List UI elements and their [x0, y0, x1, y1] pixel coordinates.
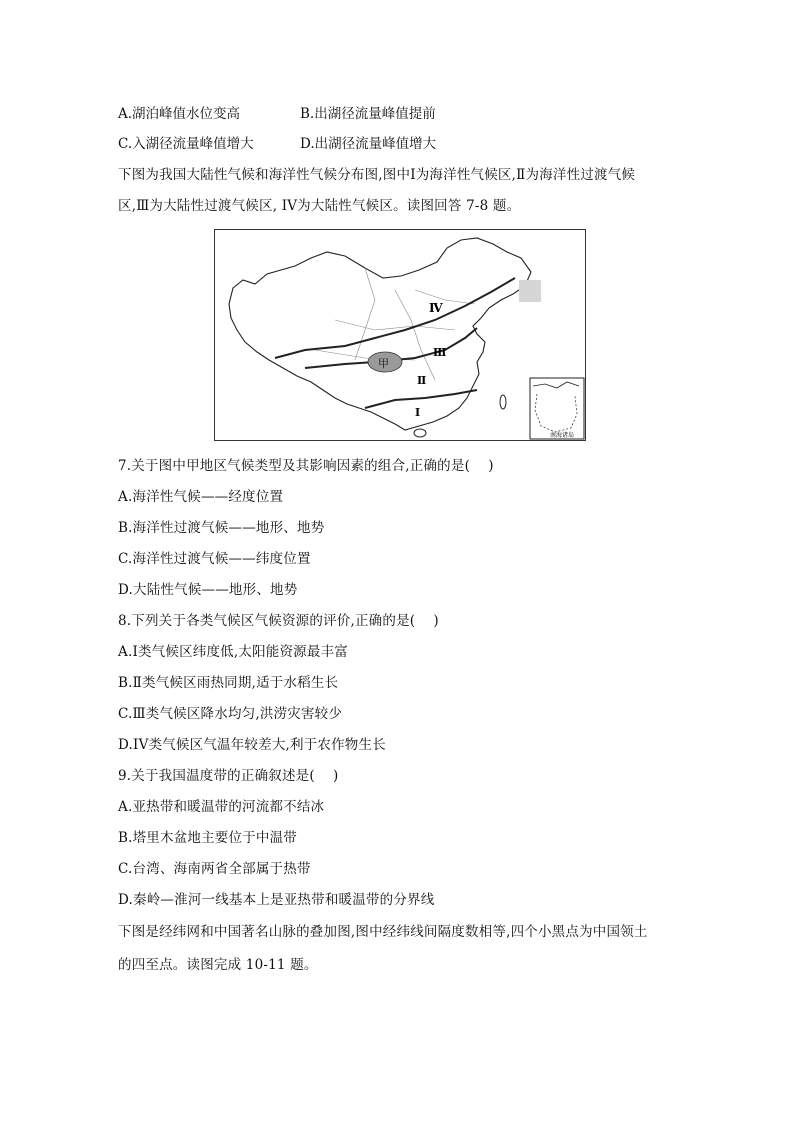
q9-option-d: D.秦岭—淮河一线基本上是亚热带和暖温带的分界线: [118, 892, 435, 908]
boundary-ii-i: [365, 390, 477, 408]
q6-option-a: A.湖泊峰值水位变高: [118, 106, 241, 122]
china-map-svg: [215, 230, 585, 440]
q6-option-c: C.入湖径流量峰值增大: [118, 136, 254, 152]
taiwan-island: [500, 395, 506, 409]
label-region-iv: Ⅳ: [429, 301, 443, 315]
south-sea-inset: [530, 378, 584, 439]
q9-option-c: C.台湾、海南两省全部属于热带: [118, 861, 311, 877]
q7-option-d: D.大陆性气候——地形、地势: [118, 582, 298, 598]
q9-option-b: B.塔里木盆地主要位于中温带: [118, 830, 298, 846]
intro-7-8-line-2: 区,Ⅲ为大陆性过渡气候区, IV为大陆性气候区。读图回答 7-8 题。: [118, 198, 521, 214]
q6-option-d: D.出湖径流量峰值增大: [300, 136, 437, 152]
q8-option-b: B.Ⅱ类气候区雨热同期,适于水稻生长: [118, 675, 339, 691]
q7-stem: 7.关于图中甲地区气候类型及其影响因素的组合,正确的是( ): [118, 458, 494, 474]
intro-10-11-line-1: 下图是经纬网和中国著名山脉的叠加图,图中经纬线间隔度数相等,四个小黑点为中国领土: [118, 924, 648, 940]
hainan-island: [414, 429, 426, 437]
q8-option-c: C.Ⅲ类气候区降水均匀,洪涝灾害较少: [118, 706, 343, 722]
q9-option-a: A.亚热带和暖温带的河流都不结冰: [118, 799, 325, 815]
q8-option-a: A.Ⅰ类气候区纬度低,太阳能资源最丰富: [118, 644, 348, 660]
label-jia: 甲: [378, 357, 389, 370]
intro-7-8-line-1: 下图为我国大陆性气候和海洋性气候分布图,图中Ⅰ为海洋性气候区,Ⅱ为海洋性过渡气候: [118, 167, 636, 183]
label-region-ii: Ⅱ: [417, 374, 427, 387]
q8-option-d: D.IV类气候区气温年较差大,利于农作物生长: [118, 737, 386, 753]
climate-region-map: [214, 229, 586, 441]
q7-option-b: B.海洋性过渡气候——地形、地势: [118, 520, 325, 536]
q6-options-row-1: [118, 104, 436, 124]
q6-option-b: B.出湖径流量峰值提前: [300, 106, 436, 122]
label-region-i: Ⅰ: [415, 406, 421, 419]
q7-option-a: A.海洋性气候——经度位置: [118, 489, 284, 505]
q9-stem: 9.关于我国温度带的正确叙述是( ): [118, 768, 339, 784]
inset-caption: 南海诸岛: [550, 432, 575, 439]
intro-10-11-line-2: 的四至点。读图完成 10-11 题。: [118, 957, 318, 973]
china-outline: [229, 238, 531, 430]
northeast-blur: [519, 280, 541, 302]
q6-options-row-2: [118, 134, 437, 154]
q7-option-c: C.海洋性过渡气候——纬度位置: [118, 551, 311, 567]
q8-stem: 8.下列关于各类气候区气候资源的评价,正确的是( ): [118, 613, 439, 629]
label-region-iii: Ⅲ: [433, 346, 447, 359]
